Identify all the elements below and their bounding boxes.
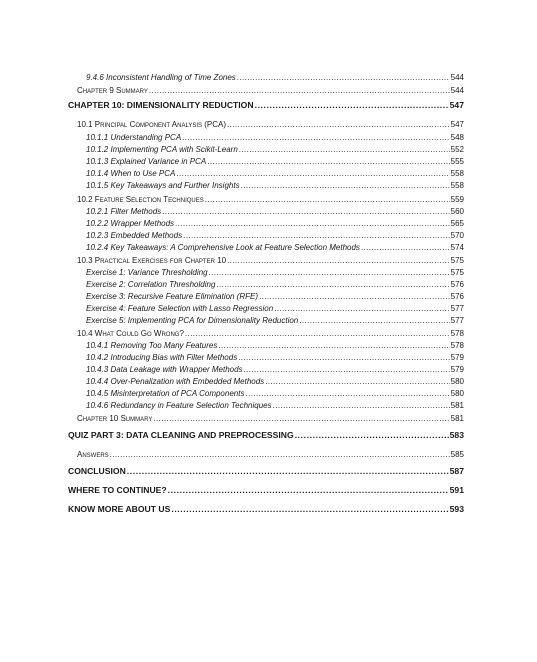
toc-entry[interactable]	[77, 413, 464, 424]
toc-entry-title: 10.4.6 Redundancy in Feature Selection Techniques	[86, 401, 272, 410]
toc-entry-title: 10.1.2 Implementing PCA with Scikit-Learn	[86, 145, 238, 154]
toc-entry[interactable]	[86, 352, 464, 363]
toc-entry[interactable]	[86, 168, 464, 179]
toc-entry-title: 10.1.1 Understanding PCA	[86, 133, 182, 142]
dot-leader	[227, 255, 450, 266]
toc-entry[interactable]	[68, 485, 464, 496]
dot-leader	[241, 180, 450, 191]
toc-entry[interactable]	[68, 430, 464, 441]
toc-entry-page-number: 579	[450, 353, 464, 362]
dot-leader	[110, 449, 450, 460]
dot-leader	[259, 291, 450, 302]
toc-entry-title: Answers	[77, 450, 109, 459]
toc-entry-title: 10.2.2 Wrapper Methods	[86, 219, 175, 228]
toc-entry-title: Exercise 2: Correlation Thresholding	[86, 280, 216, 289]
toc-entry-page-number: 548	[450, 133, 464, 142]
toc-entry[interactable]	[86, 180, 464, 191]
toc-entry-page-number: 558	[450, 169, 464, 178]
toc-entry-page-number: 544	[450, 86, 464, 95]
toc-entry-page-number: 565	[450, 219, 464, 228]
toc-entry-title: 10.4.5 Misinterpretation of PCA Components	[86, 389, 245, 398]
toc-entry-page-number: 575	[450, 268, 464, 277]
toc-entry-page-number: 580	[450, 377, 464, 386]
dot-leader	[274, 303, 449, 314]
toc-entry-title: 10.3 Practical Exercises for Chapter 10	[77, 256, 227, 265]
toc-entry-title: KNOW MORE ABOUT US	[68, 504, 171, 514]
toc-entry-page-number: 576	[450, 292, 464, 301]
toc-entry[interactable]	[77, 85, 464, 96]
toc-entry-title: Exercise 1: Variance Thresholding	[86, 268, 208, 277]
dot-leader	[205, 194, 450, 205]
toc-entry-title: 10.1.5 Key Takeaways and Further Insights	[86, 181, 240, 190]
toc-entry-title: 10.2.3 Embedded Methods	[86, 231, 183, 240]
toc-entry-page-number: 581	[450, 414, 464, 423]
dot-leader	[273, 400, 450, 411]
toc-entry-title: 10.2.4 Key Takeaways: A Comprehensive Look at Feature Selection Methods	[86, 243, 360, 252]
toc-entry-page-number: 560	[450, 207, 464, 216]
toc-entry-page-number: 577	[450, 316, 464, 325]
toc-entry-title: 9.4.6 Inconsistent Handling of Time Zones	[86, 73, 236, 82]
toc-entry-title: QUIZ PART 3: DATA CLEANING AND PREPROCESSING	[68, 430, 294, 440]
toc-entry-title: 10.2 Feature Selection Techniques	[77, 195, 204, 204]
toc-entry-page-number: 576	[450, 280, 464, 289]
toc-entry[interactable]	[77, 255, 464, 266]
toc-entry-title: Chapter 9 Summary	[77, 86, 148, 95]
toc-entry-title: 10.1 Principal Component Analysis (PCA)	[77, 120, 227, 129]
toc-entry-page-number: 555	[450, 157, 464, 166]
toc-entry[interactable]	[86, 388, 464, 399]
dot-leader	[171, 504, 448, 515]
dot-leader	[209, 267, 450, 278]
toc-entry-page-number: 570	[450, 231, 464, 240]
dot-leader	[127, 466, 449, 477]
toc-entry[interactable]	[86, 156, 464, 167]
dot-leader	[153, 413, 449, 424]
toc-entry-title: 10.4.3 Data Leakage with Wrapper Methods	[86, 365, 243, 374]
dot-leader	[245, 388, 449, 399]
toc-entry[interactable]	[86, 267, 464, 278]
dot-leader	[183, 230, 450, 241]
toc-entry-page-number: 575	[450, 256, 464, 265]
dot-leader	[216, 279, 449, 290]
toc-entry-title: Exercise 3: Recursive Feature Elimination (RFE)	[86, 292, 259, 301]
toc-entry-page-number: 574	[450, 243, 464, 252]
toc-entry-title: Chapter 10 Summary	[77, 414, 153, 423]
dot-leader	[295, 430, 449, 441]
toc-entry[interactable]	[86, 230, 464, 241]
toc-entry[interactable]	[86, 218, 464, 229]
toc-entry-page-number: 558	[450, 181, 464, 190]
toc-entry[interactable]	[86, 132, 464, 143]
toc-entry-page-number: 580	[450, 389, 464, 398]
toc-entry[interactable]	[77, 449, 464, 460]
dot-leader	[299, 315, 449, 326]
toc-entry-title: 10.4 What Could Go Wrong?	[77, 329, 184, 338]
toc-entry-page-number: 587	[449, 466, 464, 476]
dot-leader	[162, 206, 449, 217]
toc-entry[interactable]	[86, 242, 464, 253]
toc-entry-title: 10.1.3 Explained Variance in PCA	[86, 157, 207, 166]
toc-entry-page-number: 577	[450, 304, 464, 313]
dot-leader	[168, 485, 449, 496]
dot-leader	[227, 119, 450, 130]
toc-entry[interactable]	[86, 72, 464, 83]
toc-entry[interactable]	[68, 100, 464, 111]
dot-leader	[175, 218, 450, 229]
toc-entry-page-number: 578	[450, 341, 464, 350]
dot-leader	[239, 144, 450, 155]
toc-entry[interactable]	[77, 119, 464, 130]
toc-entry[interactable]	[68, 466, 464, 477]
toc-entry[interactable]	[86, 206, 464, 217]
toc-entry[interactable]	[86, 315, 464, 326]
toc-entry-title: WHERE TO CONTINUE?	[68, 485, 167, 495]
toc-entry-page-number: 547	[450, 120, 464, 129]
dot-leader	[218, 340, 449, 351]
dot-leader	[207, 156, 449, 167]
toc-entry-page-number: 579	[450, 365, 464, 374]
toc-entry[interactable]	[86, 340, 464, 351]
toc-entry[interactable]	[86, 291, 464, 302]
toc-entry-page-number: 591	[449, 485, 464, 495]
toc-entry-title: CONCLUSION	[68, 466, 126, 476]
toc-entry[interactable]	[68, 504, 464, 515]
toc-entry-title: CHAPTER 10: DIMENSIONALITY REDUCTION	[68, 100, 254, 110]
toc-entry[interactable]	[86, 376, 464, 387]
toc-entry-page-number: 547	[449, 100, 464, 110]
toc-entry[interactable]	[77, 194, 464, 205]
toc-entry-page-number: 578	[450, 329, 464, 338]
dot-leader	[265, 376, 449, 387]
toc-entry[interactable]	[86, 400, 464, 411]
toc-entry[interactable]	[86, 144, 464, 155]
toc-entry-page-number: 544	[450, 73, 464, 82]
dot-leader	[237, 72, 450, 83]
toc-entry[interactable]	[86, 279, 464, 290]
toc-entry[interactable]	[77, 328, 464, 339]
dot-leader	[244, 364, 450, 375]
toc-entry-title: 10.4.1 Removing Too Many Features	[86, 341, 218, 350]
toc-entry-title: 10.4.2 Introducing Bias with Filter Methods	[86, 353, 238, 362]
dot-leader	[255, 100, 449, 111]
dot-leader	[361, 242, 450, 253]
toc-entry-page-number: 585	[450, 450, 464, 459]
toc-entry-page-number: 581	[450, 401, 464, 410]
toc-entry-page-number: 559	[450, 195, 464, 204]
dot-leader	[176, 168, 449, 179]
toc-entry[interactable]	[86, 303, 464, 314]
toc-entry-title: Exercise 4: Feature Selection with Lasso Regression	[86, 304, 274, 313]
dot-leader	[185, 328, 450, 339]
toc-entry-page-number: 552	[450, 145, 464, 154]
dot-leader	[182, 132, 449, 143]
dot-leader	[238, 352, 449, 363]
toc-entry[interactable]	[86, 364, 464, 375]
toc-entry-page-number: 593	[449, 504, 464, 514]
toc-entry-title: 10.4.4 Over-Penalization with Embedded Methods	[86, 377, 265, 386]
toc-entry-title: 10.1.4 When to Use PCA	[86, 169, 176, 178]
dot-leader	[149, 85, 450, 96]
toc-entry-page-number: 583	[449, 430, 464, 440]
toc-entry-title: Exercise 5: Implementing PCA for Dimensionality Reduction	[86, 316, 299, 325]
toc-entry-title: 10.2.1 Filter Methods	[86, 207, 162, 216]
